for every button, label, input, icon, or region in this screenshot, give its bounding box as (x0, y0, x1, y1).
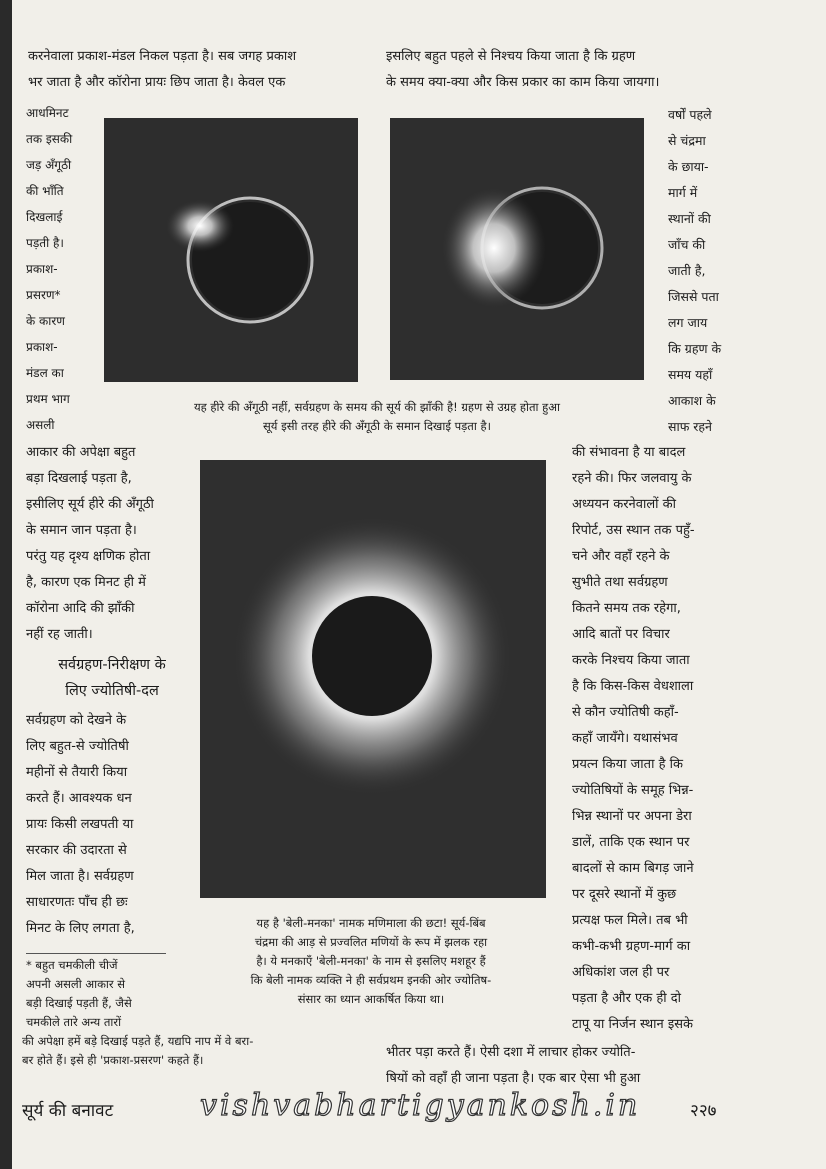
footnote-line: अपनी असली आकार से (26, 977, 126, 991)
text-line: जड़ अँगूठी (26, 158, 72, 172)
running-footer-title: सूर्य की बनावट (22, 1101, 114, 1121)
text-line: बड़ा दिखलाई पड़ता है, (26, 471, 132, 486)
page-number: २२७ (690, 1101, 717, 1121)
text-line: करके निश्चय किया जाता (572, 653, 690, 668)
text-line: मार्ग में (668, 185, 698, 200)
text-line: भिन्न स्थानों पर अपना डेरा (572, 809, 692, 824)
diamond-ring-photo-right (390, 118, 644, 380)
text-line: इसीलिए सूर्य हीरे की अँगूठी (26, 497, 154, 512)
footnote-text (26, 956, 186, 1032)
text-line: स्थानों की (668, 211, 711, 226)
text-line: करते हैं। आवश्यक धन (26, 791, 132, 806)
text-line: जिससे पता (668, 289, 719, 304)
text-line: के कारण (26, 314, 65, 328)
left-column-text (26, 440, 198, 648)
text-line: पड़ती है। (26, 236, 64, 250)
text-line: है, कारण एक मिनट ही में (26, 575, 146, 590)
text-line: तक इसकी (26, 132, 73, 146)
eclipse-ring-image (104, 118, 358, 382)
text-line: दिखलाई (26, 210, 63, 224)
text-line: टापू या निर्जन स्थान इसके (572, 1017, 694, 1032)
left-column-text-2 (26, 708, 198, 942)
text-line: नहीं रह जाती। (26, 627, 93, 642)
text-line: प्रत्यक्ष फल मिले। तब भी (572, 913, 688, 928)
caption-line: यह हीरे की अँगूठी नहीं, सर्वग्रहण के समय की सूर्य की झाँकी है! ग्रहण से उग्रह होता हुआ (193, 400, 561, 414)
baily-beads-photo (200, 460, 546, 898)
right-narrow-column (668, 102, 750, 440)
text-line: की भाँति (26, 184, 64, 198)
section-heading (26, 652, 198, 704)
heading-line: सर्वग्रहण-निरीक्षण के (58, 657, 166, 673)
text-line: प्रसरण* (26, 288, 61, 302)
text-line: चने और वहाँ रहने के (572, 549, 670, 564)
text-line: की संभावना है या बादल (572, 445, 686, 460)
bottom-right-text (386, 1040, 752, 1092)
text-line: आकाश के (668, 393, 716, 408)
text-line: सरकार की उदारता से (26, 843, 127, 858)
text-line: लिए बहुत-से ज्योतिषी (26, 739, 129, 754)
footnote-line: बड़ी दिखाई पड़ती हैं, जैसे (26, 996, 132, 1010)
footnote-rule (26, 953, 166, 954)
text-line: लग जाय (668, 315, 708, 330)
caption-line: सूर्य इसी तरह हीरे की अँगूठी के समान दिखाई पड़ता है। (263, 419, 491, 433)
right-column-text (572, 440, 742, 1038)
text-line: प्रथम भाग (26, 392, 70, 406)
text-line: से कौन ज्योतिषी कहाँ- (572, 705, 679, 720)
text-line: प्रकाश- (26, 340, 58, 354)
text-line: प्रकाश- (26, 262, 58, 276)
caption-line: संसार का ध्यान आकर्षित किया था। (297, 992, 445, 1006)
text-line: आधमिनट (26, 106, 69, 120)
text-line: रहने की। फिर जलवायु के (572, 471, 692, 486)
text-line: मिनट के लिए लगता है, (26, 921, 135, 936)
left-narrow-column (26, 100, 104, 438)
watermark: vishvabhartigyankosh.in (200, 1088, 641, 1123)
text-line: कि ग्रहण के (668, 341, 722, 356)
text-line: कभी-कभी ग्रहण-मार्ग का (572, 939, 691, 954)
text-line: के छाया- (668, 159, 709, 174)
footnote-line: की अपेक्षा हमें बड़े दिखाई पड़ते हैं, यद्यपि नाप में वे बरा- (22, 1034, 254, 1048)
caption-line: चंद्रमा की आड़ से प्रज्वलित मणियों के रूप में झलक रहा (254, 935, 488, 949)
top-left-text (28, 44, 368, 96)
text-line: प्रयत्न किया जाता है कि (572, 757, 683, 772)
text-line: है कि किस-किस वेधशाला (572, 679, 694, 694)
text-line: वर्षों पहले (668, 107, 712, 122)
text-line: पड़ता है और एक ही दो (572, 991, 682, 1006)
text-line: के समय क्या-क्या और किस प्रकार का काम किया जायगा। (386, 75, 660, 90)
text-line: प्रायः किसी लखपती या (26, 817, 134, 832)
text-line: कॉरोना आदि की झाँकी (26, 601, 135, 616)
text-line: अध्ययन करनेवालों की (572, 497, 677, 512)
text-line: मिल जाता है। सर्वग्रहण (26, 869, 134, 884)
text-line: समय यहाँ (668, 367, 713, 382)
page-edge-shadow (0, 0, 12, 1169)
caption-line: कि बेली नामक व्यक्ति ने ही सर्वप्रथम इनकी ओर ज्योतिष- (250, 973, 492, 987)
text-line: कितने समय तक रहेगा, (572, 601, 681, 616)
text-line: भीतर पड़ा करते हैं। ऐसी दशा में लाचार होकर ज्योति- (386, 1045, 636, 1060)
heading-line: लिए ज्योतिषी-दल (65, 683, 159, 699)
caption-baily-beads (184, 914, 558, 1009)
text-line: महीनों से तैयारी किया (26, 765, 128, 780)
text-line: ज्योतिषियों के समूह भिन्न- (572, 783, 694, 798)
footnote-line: * बहुत चमकीली चीजें (26, 958, 118, 972)
text-line: षियों को वहाँ ही जाना पड़ता है। एक बार ऐसा भी हुआ (386, 1071, 641, 1086)
text-line: से चंद्रमा (668, 133, 706, 148)
text-line: इसलिए बहुत पहले से निश्चय किया जाता है कि ग्रहण (386, 49, 636, 64)
footnote-text-wide (22, 1032, 372, 1070)
eclipse-ring-image (390, 118, 644, 380)
text-line: डालें, ताकि एक स्थान पर (572, 835, 690, 850)
text-line: जाँच की (668, 237, 706, 252)
text-line: कहाँ जायँगे। यथासंभव (572, 731, 678, 746)
corona-image (200, 460, 546, 898)
text-line: साफ रहने (668, 419, 712, 434)
text-line: पर दूसरे स्थानों में कुछ (572, 887, 677, 902)
text-line: सुभीते तथा सर्वग्रहण (572, 575, 668, 590)
text-line: के समान जान पड़ता है। (26, 523, 137, 538)
footnote-line: चमकीले तारे अन्य तारों (26, 1015, 122, 1029)
text-line: आकार की अपेक्षा बहुत (26, 445, 136, 460)
text-line: साधारणतः पाँच ही छः (26, 895, 128, 910)
text-line: अधिकांश जल ही पर (572, 965, 670, 980)
text-line: भर जाता है और कॉरोना प्रायः छिप जाता है। केवल एक (28, 75, 286, 90)
text-line: करनेवाला प्रकाश-मंडल निकल पड़ता है। सब जगह प्रकाश (28, 49, 297, 64)
text-line: सर्वग्रहण को देखने के (26, 713, 127, 728)
diamond-ring-photo-left (104, 118, 358, 382)
text-line: बादलों से काम बिगड़ जाने (572, 861, 694, 876)
text-line: परंतु यह दृश्य क्षणिक होता (26, 549, 151, 564)
text-line: आदि बातों पर विचार (572, 627, 670, 642)
footnote-line: बर होते हैं। इसे ही 'प्रकाश-प्रसरण' कहते हैं। (22, 1053, 204, 1067)
caption-diamond-ring (92, 398, 662, 436)
text-line: जाती है, (668, 263, 706, 278)
caption-line: है। ये मनकाएँ 'बेली-मनका' के नाम से इसलिए मशहूर हैं (256, 954, 486, 968)
top-right-text (386, 44, 756, 96)
caption-line: यह है 'बेली-मनका' नामक मणिमाला की छटा! सूर्य-बिंब (256, 916, 486, 930)
text-line: मंडल का (26, 366, 64, 380)
text-line: रिपोर्ट, उस स्थान तक पहुँ- (572, 523, 695, 538)
text-line: असली (26, 418, 55, 432)
